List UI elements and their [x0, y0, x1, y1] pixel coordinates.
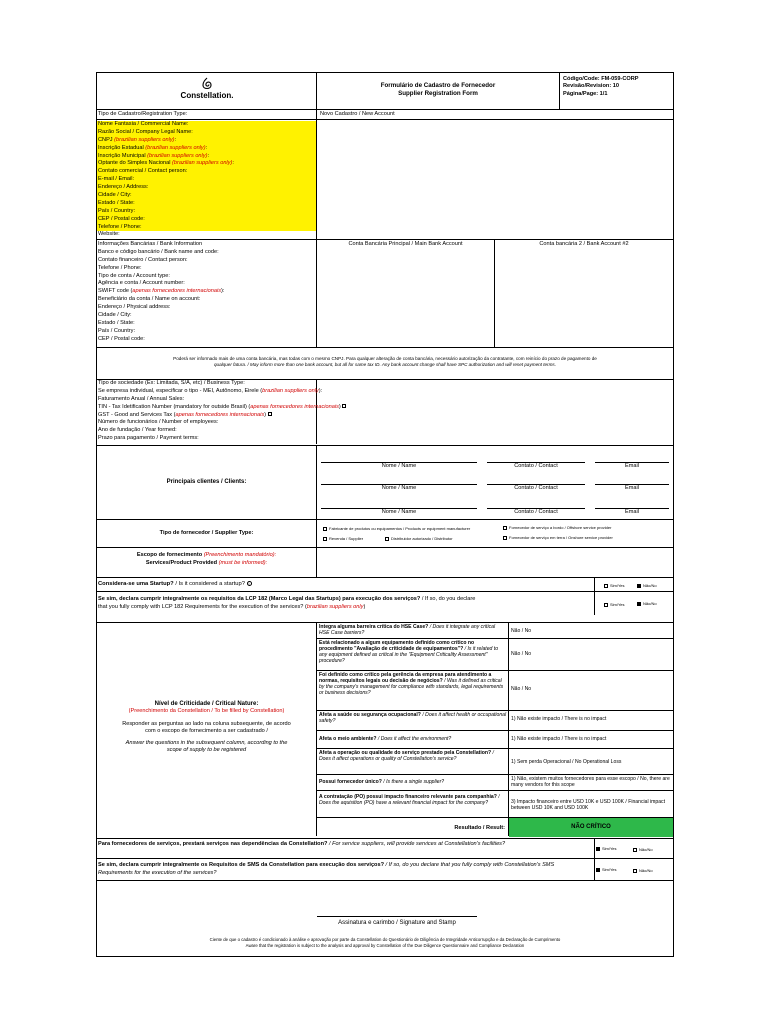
- form-title: [317, 82, 559, 99]
- signature-note-pt: Ciente de que o cadastro é condicionado à análise e aprovação por parte da Constellation do Questionário de Diligência de Integridade Anticorrupção e da Declaração de Cumprimento: [209, 937, 561, 942]
- bank-note-pt: Poderá ser informado mais de uma conta bancária, mas todas com o mesmo CNPJ. Para qualquer alteração de conta bancária, necessário autorização da contratante, com reinício do prazo de pagamento de: [173, 356, 597, 361]
- client-1-contact-label: Contato / Contact: [514, 463, 558, 469]
- gst-label: GST - Good and Services Tax (: [98, 411, 176, 418]
- bank-name-field[interactable]: Banco e código bancário / Bank name and code:: [98, 248, 219, 255]
- client-row-2: [317, 470, 673, 494]
- sms-yes-option[interactable]: [596, 867, 617, 872]
- lcp-no-option[interactable]: [637, 601, 657, 606]
- lcp-yes-label: Sim/Yes: [610, 602, 625, 607]
- lcp-no-label: Não/No: [643, 601, 657, 606]
- lcp-yes-checkbox[interactable]: [604, 603, 608, 607]
- client-2-contact-label: Contato / Contact: [514, 485, 558, 491]
- country-field[interactable]: País / Country:: [97, 208, 316, 216]
- bank-country-field[interactable]: País / Country:: [98, 327, 135, 334]
- option-offshore-provider[interactable]: [503, 525, 611, 530]
- simples-nacional-field[interactable]: [97, 160, 316, 168]
- company-details-section: [97, 379, 673, 445]
- sms-requirements-question: Se sim, declara cumprir integralmente os Requisitos de SMS da Constellation para execução dos serviços? / If so, do you declare that you fully comply with Constellation's SMS Requirements for the execution of the services?: [98, 862, 555, 876]
- lcp-note: brazilian suppliers only: [306, 604, 364, 611]
- payment-terms-field[interactable]: Prazo para pagamento / Payment terms:: [98, 435, 199, 442]
- question-operation-quality: Afeta a operação ou qualidade do serviço prestado pela Constellation? / Does it affect operations or quality of Constellation's service?: [319, 750, 494, 763]
- municipal-registration-label: Inscrição Municipal: [98, 152, 148, 159]
- criticality-instruction-en-1: Answer the questions in the subsequent column, according to the: [125, 739, 288, 746]
- supplier-type-label: Tipo de fornecedor / Supplier Type:: [159, 530, 254, 536]
- criticality-section: [97, 622, 673, 836]
- result-badge: NÃO CRÍTICO: [509, 818, 673, 837]
- constellation-logo-icon: [202, 77, 212, 89]
- address-field[interactable]: Endereço / Address:: [97, 184, 316, 192]
- lcp-close: ): [363, 604, 366, 611]
- answer-financial-impact[interactable]: 3) Impacto financeiro entre USD 10K e USD 100K / Financial impact between USD 10K and USD 100K: [511, 799, 666, 812]
- question-critical-equipment: Está relacionado a algum equipamento definido como crítico no procedimento "Avaliação de criticidade de equipamentos"? / Is it related to any equipment defined as critical in the "Equipment Criticality Assessment" procedure?: [319, 640, 499, 665]
- tin-label: TIN - Tax Idetification Number (mandatory for outside Brasil) (: [98, 403, 251, 410]
- individual-company-note: brazilian suppliers only: [262, 387, 319, 394]
- question-health-safety: Afeta a saúde ou segurança ocupacional? / Does it affect health or occupational safety?: [319, 712, 507, 725]
- document-page: Página/Page: 1/1: [563, 90, 608, 97]
- registration-type-label: Tipo de Cadastro/Registration Type:: [98, 111, 188, 117]
- annual-sales-field[interactable]: Faturamento Anual / Annual Sales:: [98, 395, 185, 402]
- criticality-instruction-pt-1: Responder as perguntas ao lado na coluna subsequente, de acordo: [122, 720, 291, 727]
- gst-field[interactable]: [97, 412, 316, 420]
- manufacturer-checkbox[interactable]: [323, 527, 327, 531]
- bank-column-second: Conta bancária 2 / Bank Account #2: [539, 241, 629, 247]
- criticality-instruction-pt-2: com o escopo de fornecimento a ser cadastrado /: [145, 728, 268, 735]
- option-reseller[interactable]: [323, 536, 363, 541]
- scope-label-pt: [97, 552, 316, 560]
- sms-requirements-row: [97, 858, 673, 880]
- startup-yes-checkbox[interactable]: [604, 584, 608, 588]
- swift-label: SWIFT code (: [98, 288, 133, 295]
- individual-company-type-field[interactable]: [97, 387, 323, 396]
- answer-critical-equipment[interactable]: Não / No: [511, 651, 532, 657]
- reseller-label: Revenda / Supplier: [329, 536, 364, 541]
- document-code: Código/Code: FM-059-CORP: [563, 76, 639, 82]
- criticality-questions: [317, 623, 673, 837]
- swift-note: apenas fornecedores internacionais: [132, 288, 222, 295]
- client-row-1: [317, 446, 673, 470]
- offshore-provider-checkbox[interactable]: [503, 526, 507, 530]
- company-fields: [97, 380, 341, 443]
- contact-person-field[interactable]: Contato comercial / Contact person:: [97, 168, 316, 176]
- city-field[interactable]: Cidade / City:: [97, 192, 316, 200]
- question-financial-impact: A contratação (PO) possui impacto financeiro relevante para companhia? / Does the aquisition (PO) have a relevant financial impact for the company?: [319, 794, 500, 807]
- lcp-no-checkbox[interactable]: [637, 602, 641, 606]
- cnpj-field[interactable]: [97, 137, 316, 145]
- document-codes: [563, 76, 639, 98]
- bank-fields: [97, 241, 316, 344]
- website-field[interactable]: Website:: [98, 231, 120, 238]
- offshore-provider-label: Fornecedor de serviço a bordo / Offshore service provider: [509, 525, 612, 530]
- bank-city-field[interactable]: Cidade / City:: [98, 312, 132, 319]
- individual-company-colon: ):: [318, 387, 323, 394]
- manufacturer-label: Fabricante de produtos ou equipamentos / Products or equipment manufacturer: [329, 526, 471, 531]
- swift-code-field[interactable]: [97, 288, 316, 296]
- state-registration-note: (brazilian suppliers only): [145, 144, 206, 151]
- scope-label: [97, 552, 316, 568]
- criticality-instruction-en-2: scope of supply to be registered: [166, 747, 247, 754]
- state-registration-field[interactable]: [97, 145, 316, 153]
- lcp-question-en-2: that you fully comply with LCP 182 Requirements for the execution of the services? (: [98, 604, 307, 611]
- supply-scope-section: [97, 547, 673, 577]
- client-row-3: [317, 494, 673, 520]
- bank-postal-code-field[interactable]: CEP / Postal code:: [98, 335, 145, 342]
- question-management-critical: Foi definido como crítico pela gerência da empresa para atendimento a normas, requisitos legais ou decisão de negócios? / Was it defined as critical by the company's management for compliance with standards, legal requirements or business decisions?: [319, 672, 504, 697]
- business-type-field[interactable]: Tipo de sociedade (Ex: Limitada, S/A, etc) / Business Type:: [98, 380, 245, 386]
- email-field[interactable]: E-mail / Email:: [97, 176, 316, 184]
- startup-question-pt: Considera-se uma Startup?: [98, 581, 174, 588]
- phone-field[interactable]: Telefone / Phone:: [97, 224, 316, 232]
- startup-question-row: [97, 577, 673, 591]
- state-registration-label: Inscrição Estadual: [98, 144, 146, 151]
- municipal-registration-colon: :: [207, 152, 210, 159]
- client-3-name-label: Nome / Name: [381, 509, 417, 515]
- bank-note-en: qualquer fatura. / May inform more than one bank account, but all for same tax ID. Any bank account change shall have SPC authorization and will reset payment terms.: [214, 362, 556, 367]
- distributor-checkbox[interactable]: [385, 537, 389, 541]
- question-single-supplier: Possui fornecedor único? / Is there a single supplier?: [319, 779, 445, 785]
- startup-no-checkbox[interactable]: [637, 584, 641, 588]
- scope-input-area[interactable]: [317, 548, 673, 577]
- lcp-question-pt: Se sim, declara cumprir integralmente os requisitos da LCP 182 (Marco Legal das Startups) para execução dos serviços?: [98, 596, 421, 602]
- lcp-question: [98, 595, 592, 611]
- employees-field[interactable]: Número de funcionários / Number of employees:: [98, 419, 219, 426]
- account-type-field[interactable]: Tipo de conta / Account type:: [98, 272, 170, 279]
- year-formed-field[interactable]: Ano de fundação / Year formed:: [98, 427, 177, 434]
- startup-no-option[interactable]: [637, 583, 657, 588]
- option-distributor[interactable]: [385, 536, 453, 541]
- answer-management-critical[interactable]: Não / No: [511, 686, 532, 692]
- criticality-instructions: [101, 700, 312, 755]
- form-header: [97, 73, 673, 109]
- simples-nacional-colon: :: [232, 160, 234, 167]
- lcp-yes-option[interactable]: [604, 602, 625, 607]
- title-en: Supplier Registration Form: [398, 90, 478, 98]
- lcp-question-row: [97, 591, 673, 615]
- supplier-type-section: [97, 519, 673, 547]
- question-environment: Afeta o meio ambiente? / Does it affect the environment?: [319, 736, 452, 742]
- onshore-provider-checkbox[interactable]: [503, 536, 507, 540]
- client-2-name-label: Nome / Name: [381, 485, 417, 491]
- bank-phone-field[interactable]: Telefone / Phone:: [98, 264, 142, 271]
- startup-question-en: / Is it considered a startup?: [173, 581, 247, 588]
- tin-note: apenas fornecedores internacionais: [250, 403, 339, 410]
- premises-no-label: Não/No: [639, 847, 653, 852]
- startup-yes-option[interactable]: [604, 583, 625, 588]
- logo: [167, 77, 247, 105]
- cnpj-label: CNPJ: [98, 136, 115, 143]
- tin-paren: ): [338, 403, 341, 410]
- signature-line[interactable]: [317, 916, 477, 917]
- identification-fields: [97, 121, 316, 239]
- onshore-provider-label: Fornecedor de serviço em terra / Onshore service provider: [509, 535, 613, 540]
- client-3-contact-label: Contato / Contact: [514, 509, 558, 515]
- premises-no-option[interactable]: [633, 847, 653, 852]
- premises-no-checkbox[interactable]: [633, 848, 637, 852]
- state-field[interactable]: Estado / State:: [97, 200, 316, 208]
- service-premises-row: [97, 838, 673, 858]
- premises-yes-label: Sim/Yes: [602, 846, 617, 851]
- sms-yes-label: Sim/Yes: [602, 867, 617, 872]
- main-clients-label: Principais clientes / Clients:: [166, 479, 247, 485]
- answer-operation-quality[interactable]: 1) Sem perda Operacional / No Operational Loss: [511, 759, 622, 765]
- account-beneficiary-field[interactable]: Beneficiário da conta / Name on account:: [98, 296, 201, 303]
- client-1-name-label: Nome / Name: [381, 463, 417, 469]
- info-icon: i: [247, 581, 252, 586]
- simples-nacional-note: (brazilian suppliers only): [172, 160, 233, 167]
- sms-yes-checkbox[interactable]: [596, 868, 600, 872]
- client-3-email-label: Email: [625, 509, 639, 515]
- signature-section: [97, 880, 673, 958]
- bank-state-field[interactable]: Estado / State:: [98, 319, 135, 326]
- startup-question: [98, 581, 252, 588]
- bank-note: [97, 347, 673, 379]
- logo-text: Constellation.: [180, 91, 234, 100]
- option-onshore-provider[interactable]: [503, 535, 613, 540]
- account-number-field[interactable]: Agência e conta / Account number:: [98, 280, 185, 287]
- scope-en-note: (must be informed):: [218, 559, 268, 566]
- service-premises-question: Para fornecedores de serviços, prestará serviços nas dependências da Constellation? / For service suppliers, will provide services at Constellation's facilities?: [98, 841, 506, 847]
- document-revision: Revisão/Revision: 10: [563, 83, 619, 90]
- state-registration-colon: :: [205, 144, 208, 151]
- premises-yes-checkbox[interactable]: [596, 847, 600, 851]
- criticality-title: Nível de Criticidade / Critical Nature:: [154, 701, 259, 707]
- client-2-email-label: Email: [625, 485, 639, 491]
- cnpj-colon: :: [174, 136, 177, 143]
- lcp-question-en-1: / If so, do you declare: [420, 596, 476, 602]
- signature-note-en: Aware that the registration is subject to the analysis and approval by Constellation of the Due Diligence Questionnaire and Compliance Declaration: [245, 943, 525, 948]
- sms-no-checkbox[interactable]: [633, 869, 637, 873]
- scope-pt-text: Escopo de fornecimento: [136, 552, 204, 558]
- swift-colon: ):: [221, 288, 225, 295]
- registration-type-row: [97, 109, 673, 119]
- premises-yes-option[interactable]: [596, 846, 617, 851]
- answer-single-supplier[interactable]: 1) Não, existem muitos fornecedores para esse escopo / No, there are many vendors for this scope: [511, 776, 670, 789]
- finance-contact-field[interactable]: Contato financeiro / Contact person:: [98, 256, 188, 263]
- bank-information-title: Informações Bancárias / Bank Information: [98, 241, 203, 247]
- simples-nacional-label: Optante do Simples Nacional: [98, 160, 173, 167]
- sms-no-option[interactable]: [633, 868, 653, 873]
- bank-information-section: [97, 239, 673, 347]
- individual-company-label: Se empresa individual, especificar o tipo - MEI, Autônomo, Eirele (: [98, 387, 263, 394]
- main-clients-section: [97, 445, 673, 519]
- result-label: Resultado / Result:: [454, 825, 505, 831]
- supplier-registration-form: [96, 72, 674, 957]
- municipal-registration-note: (brazilian suppliers only): [147, 152, 208, 159]
- cnpj-note: (brazilian suppliers only): [114, 136, 175, 143]
- distributor-label: Distribuidor autorizado / Distributor: [391, 536, 453, 541]
- option-manufacturer[interactable]: [323, 526, 470, 531]
- criticality-filled-by: (Preenchimento da Constellation / To be filled by Constellation): [128, 708, 285, 715]
- bank-column-main: Conta Bancária Principal / Main Bank Account: [348, 241, 463, 247]
- postal-code-field[interactable]: CEP / Postal code:: [97, 216, 316, 224]
- scope-pt-note: (Preenchimento mandatório):: [203, 552, 277, 558]
- startup-yes-label: Sim/Yes: [610, 583, 625, 588]
- client-1-email-label: Email: [625, 463, 639, 469]
- gst-paren: ): [264, 411, 267, 418]
- reseller-checkbox[interactable]: [323, 537, 327, 541]
- answer-hse-barrier[interactable]: Não / No: [511, 628, 532, 634]
- bank-address-field[interactable]: Endereço / Physical address:: [98, 304, 171, 311]
- registration-type-value[interactable]: Novo Cadastro / New Account: [320, 111, 395, 117]
- startup-no-label: Não/No: [643, 583, 657, 588]
- scope-label-en: [97, 560, 316, 568]
- commercial-name-field[interactable]: Nome Fantasia / Commercial Name:: [97, 121, 316, 129]
- title-pt: Formulário de Cadastro de Fornecedor: [380, 82, 496, 89]
- legal-name-field[interactable]: Razão Social / Company Legal Name:: [97, 129, 316, 137]
- signature-label: Assinatura e carimbo / Signature and Stamp: [338, 920, 456, 926]
- tin-field[interactable]: [97, 403, 341, 412]
- sms-no-label: Não/No: [639, 868, 653, 873]
- scope-en-text: Services/Product Provided: [145, 559, 219, 566]
- answer-health-safety[interactable]: 1) Não existe impacto / There is no impact: [511, 716, 607, 722]
- gst-checkbox[interactable]: [268, 412, 272, 416]
- municipal-registration-field[interactable]: [97, 153, 316, 161]
- answer-environment[interactable]: 1) Não existe impacto / There is no impact: [511, 736, 607, 742]
- company-identification-section: [97, 119, 673, 239]
- tin-checkbox[interactable]: [342, 404, 346, 408]
- gst-note: apenas fornecedores internacionais: [175, 411, 265, 418]
- question-hse-barrier: Integra alguma barreira crítica do HSE Case? / Does it integrate any critical HSE Case barriers?: [319, 624, 496, 637]
